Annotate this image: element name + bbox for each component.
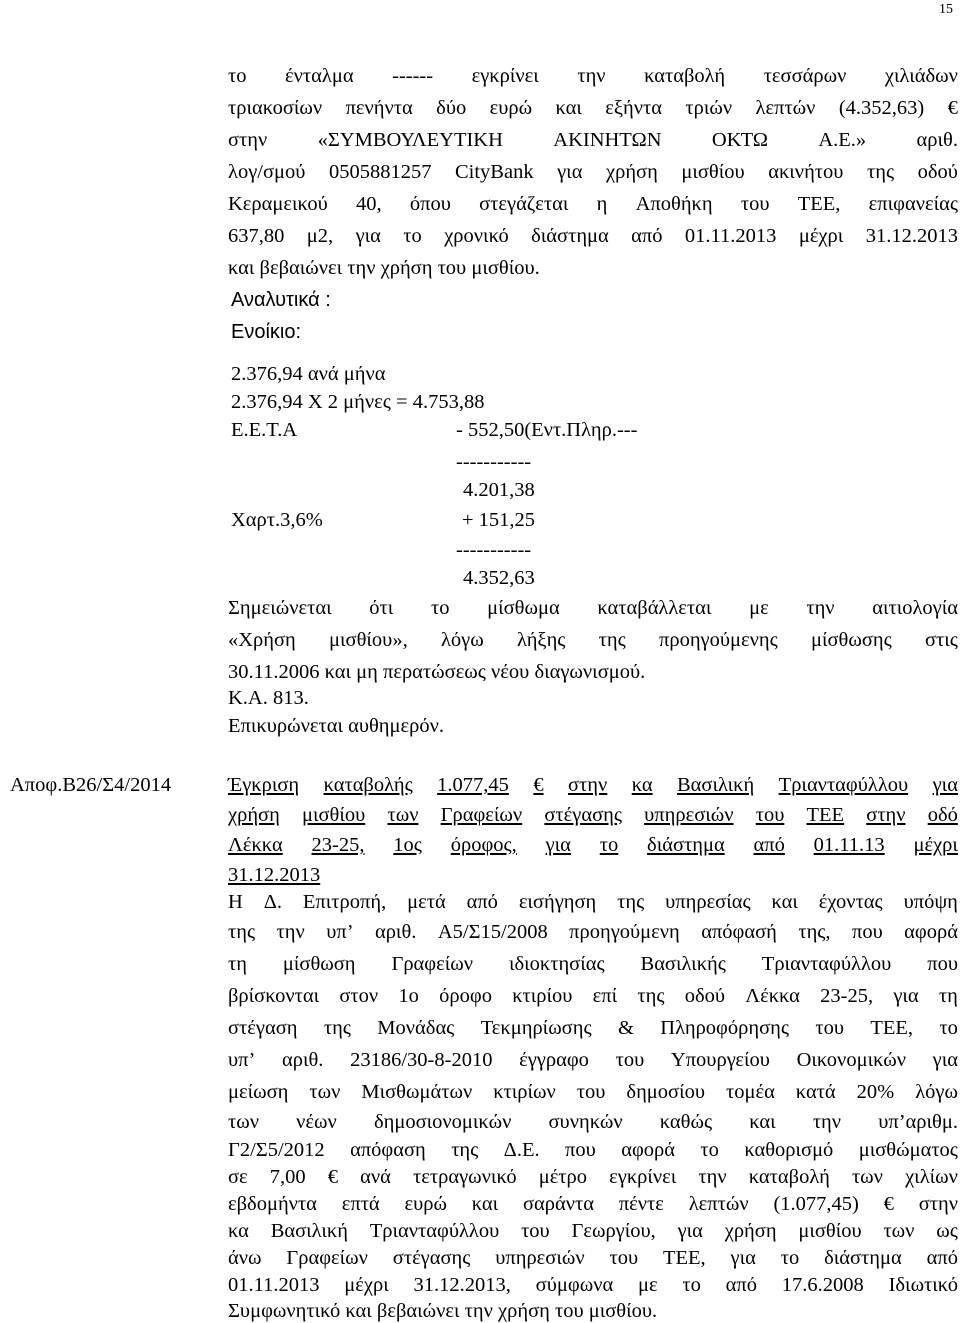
text-line: λογ/σμού 0505881257 CityBank για χρήση μισθίου ακινήτου της οδού (228, 161, 958, 183)
body-line: κα Βασιλική Τριανταφύλλου του Γεωργίου, για χρήση μισθίου των ως (228, 1220, 958, 1242)
text-line: στην «ΣΥΜΒΟΥΛΕΥΤΙΚΗ ΑΚΙΝΗΤΩΝ ΟΚΤΩ Α.Ε.» αριθ. (228, 129, 958, 151)
two-month-rent: 2.376,94 Χ 2 μήνες = 4.753,88 (231, 391, 485, 413)
body-line: τη μίσθωση Γραφείων ιδιοκτησίας Βασιλικής Τριανταφύλλου που (228, 953, 958, 975)
dash-separator: ----------- (456, 451, 532, 473)
monthly-rent: 2.376,94 ανά μήνα (231, 363, 386, 385)
note-line: Σημειώνεται ότι το μίσθωμα καταβάλλεται με την αιτιολογία (228, 597, 958, 619)
body-line: της την υπ’ αριθ. Α5/Σ15/2008 προηγούμενη απόφασή της, που αφορά (228, 921, 958, 943)
rent-label: Ενοίκιο: (231, 321, 302, 343)
body-line: των νέων δημοσιονομικών συνηκών καθώς και την υπ’αριθμ. (228, 1111, 958, 1133)
decision-title-line: χρήση μισθίου των Γραφείων στέγασης υπηρεσιών του ΤΕΕ στην οδό (228, 804, 958, 826)
decision-title-line: Λέκκα 23-25, 1ος όροφος, για το διάστημα από 01.11.13 μέχρι (228, 834, 958, 856)
text-line: το ένταλμα ------ εγκρίνει την καταβολή τεσσάρων χιλιάδων (228, 65, 958, 87)
body-line: βρίσκονται στον 1ο όροφο κτιρίου επί της οδού Λέκκα 23-25, για τη (228, 985, 958, 1007)
stamp-label: Χαρτ.3,6% (231, 509, 323, 531)
body-line: στέγαση της Μονάδας Τεκμηρίωσης & Πληροφόρησης του ΤΕΕ, το (228, 1017, 958, 1039)
body-line: 01.11.2013 μέχρι 31.12.2013, σύμφωνα με το από 17.6.2008 Ιδιωτικό (228, 1274, 958, 1296)
decision-title-line: Έγκριση καταβολής 1.077,45 € στην κα Βασιλική Τριανταφύλλου για (228, 774, 958, 796)
text-line: Κεραμεικού 40, όπου στεγάζεται η Αποθήκη του ΤΕΕ, επιφανείας (228, 193, 958, 215)
note-line: 30.11.2006 και μη περατώσεως νέου διαγωνισμού. (228, 661, 646, 683)
ratified-note: Επικυρώνεται αυθημερόν. (228, 715, 444, 737)
decision-title-line: 31.12.2013 (228, 864, 321, 886)
body-line: σε 7,00 € ανά τετραγωνικό μέτρο εγκρίνει την καταβολή των χιλίων (228, 1166, 958, 1188)
decision-reference: Αποφ.Β26/Σ4/2014 (10, 774, 172, 796)
text-line: τριακοσίων πενήντα δύο ευρώ και εξήντα τριών λεπτών (4.352,63) € (228, 97, 958, 119)
subtotal-value: 4.201,38 (463, 479, 535, 501)
body-line: Συμφωνητικό και βεβαιώνει την χρήση του μισθίου. (228, 1300, 658, 1322)
eeta-label: Ε.Ε.Τ.Α (231, 419, 298, 441)
body-line: μείωση των Μισθωμάτων κτιρίων του δημοσίου τομέα κατά 20% λόγω (228, 1081, 958, 1103)
page-number: 15 (939, 2, 953, 17)
total-value: 4.352,63 (463, 567, 535, 589)
body-line: υπ’ αριθ. 23186/30-8-2010 έγγραφο του Υπουργείου Οικονομικών για (228, 1049, 958, 1071)
body-line: Η Δ. Επιτροπή, μετά από εισήγηση της υπηρεσίας και έχοντας υπόψη (228, 891, 958, 913)
text-line: και βεβαιώνει την χρήση του μισθίου. (228, 257, 540, 279)
body-line: Γ2/Σ5/2012 απόφαση της Δ.Ε. που αφορά το καθορισμό μισθώματος (228, 1139, 958, 1161)
eeta-value: - 552,50(Εντ.Πληρ.--- (456, 419, 638, 441)
text-line: 637,80 μ2, για το χρονικό διάστημα από 01.11.2013 μέχρι 31.12.2013 (228, 225, 958, 247)
analytics-label: Αναλυτικά : (231, 289, 331, 311)
note-line: «Χρήση μισθίου», λόγω λήξης της προηγούμενης μίσθωσης στις (228, 629, 958, 651)
stamp-value: + 151,25 (462, 509, 536, 531)
ka-code: Κ.Α. 813. (228, 687, 309, 709)
body-line: άνω Γραφείων στέγασης υπηρεσιών του ΤΕΕ, για το διάστημα από (228, 1247, 958, 1269)
dash-separator: ----------- (456, 539, 532, 561)
body-line: εβδομήντα επτά ευρώ και σαράντα πέντε λεπτών (1.077,45) € στην (228, 1193, 958, 1215)
